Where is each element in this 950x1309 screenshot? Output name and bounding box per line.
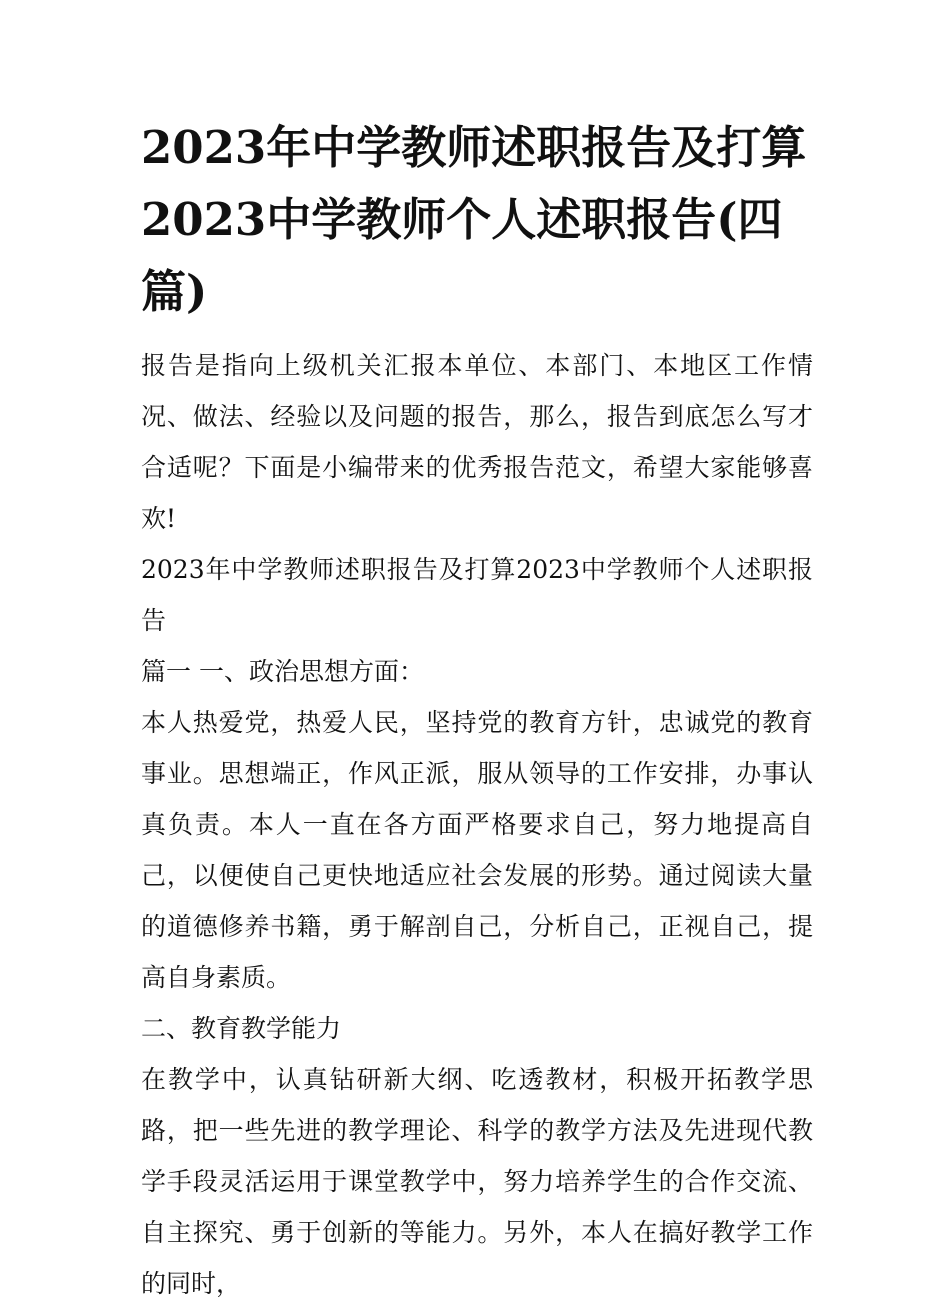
document-content (141, 112, 813, 1309)
section1-heading: 篇一 一、政治思想方面： (141, 657, 424, 686)
section2-body: 在教学中，认真钻研新大纲、吃透教材，积极开拓教学思路，把一些先进的教学理论、科学的教学方法及先进现代教学手段灵活运用于课堂教学中，努力培养学生的合作交流、自主探究、勇于创新的等能力。另外，本人在搞好教学工作的同时， (141, 1065, 813, 1298)
subtitle-line: 2023年中学教师述职报告及打算2023中学教师个人述职报告 (141, 555, 813, 635)
section2-heading: 二、教育教学能力 (141, 1014, 342, 1043)
document-title (141, 112, 813, 328)
intro-paragraph: 报告是指向上级机关汇报本单位、本部门、本地区工作情况、做法、经验以及问题的报告，那么，报告到底怎么写才合适呢？下面是小编带来的优秀报告范文，希望大家能够喜欢! (141, 351, 813, 533)
document-title-text: 2023年中学教师述职报告及打算2023中学教师个人述职报告(四篇) (141, 121, 807, 318)
section1-body: 本人热爱党，热爱人民，坚持党的教育方针，忠诚党的教育事业。思想端正，作风正派，服从领导的工作安排，办事认真负责。本人一直在各方面严格要求自己，努力地提高自己，以便使自己更快地适应社会发展的形势。通过阅读大量的道德修养书籍，勇于解剖自己，分析自己，正视自己，提高自身素质。 (141, 708, 813, 992)
